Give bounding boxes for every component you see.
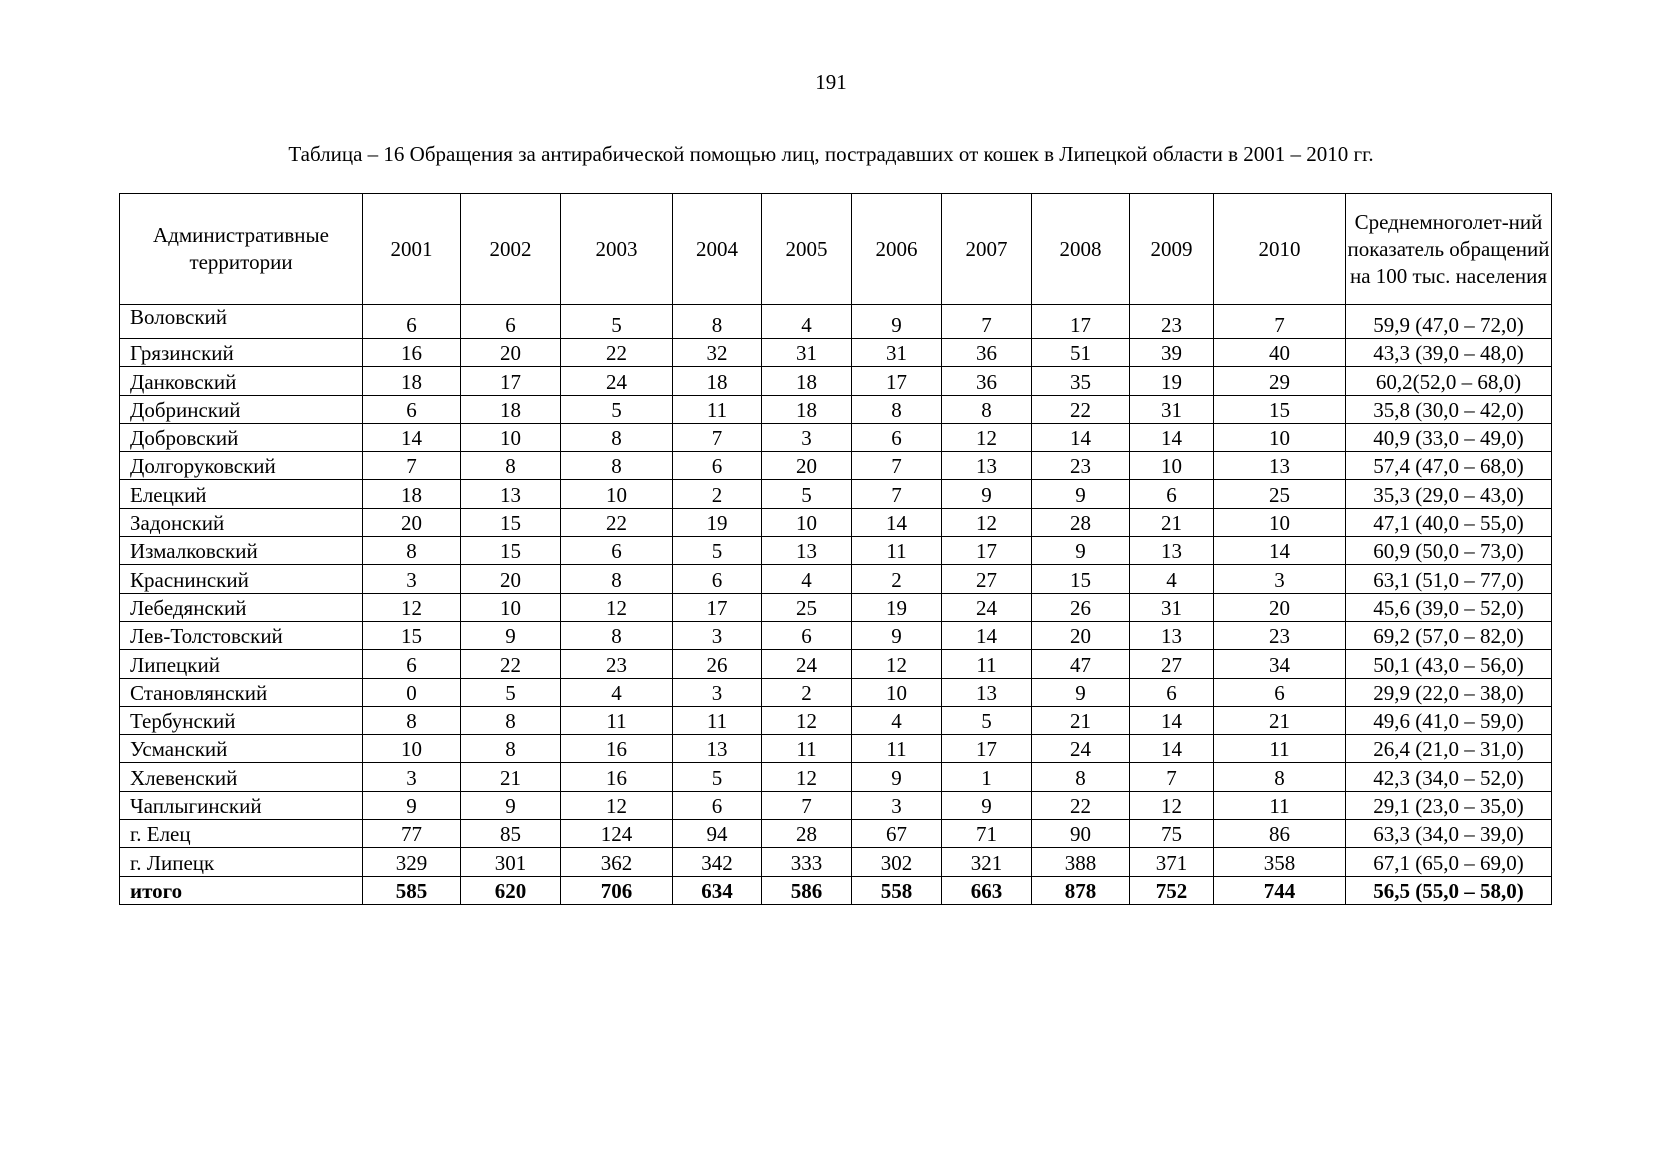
header-year: 2009 xyxy=(1130,194,1214,305)
count-cell: 5 xyxy=(561,305,673,339)
count-cell: 24 xyxy=(942,593,1032,621)
count-cell: 9 xyxy=(1032,537,1130,565)
table-row xyxy=(120,678,1552,706)
count-cell: 7 xyxy=(1214,305,1346,339)
count-cell: 124 xyxy=(561,820,673,848)
table-header-row xyxy=(120,194,1552,305)
count-cell: 15 xyxy=(461,537,561,565)
count-cell: 15 xyxy=(1214,395,1346,423)
count-cell: 358 xyxy=(1214,848,1346,876)
count-cell: 744 xyxy=(1214,876,1346,904)
territory-name: Измалковский xyxy=(120,537,363,565)
count-cell: 342 xyxy=(673,848,762,876)
count-cell: 19 xyxy=(673,508,762,536)
average-cell: 63,3 (34,0 – 39,0) xyxy=(1346,820,1552,848)
count-cell: 8 xyxy=(461,706,561,734)
count-cell: 7 xyxy=(1130,763,1214,791)
count-cell: 6 xyxy=(673,452,762,480)
count-cell: 12 xyxy=(942,508,1032,536)
count-cell: 8 xyxy=(363,706,461,734)
table-row xyxy=(120,508,1552,536)
table-row xyxy=(120,706,1552,734)
territory-name: Краснинский xyxy=(120,565,363,593)
total-row xyxy=(120,876,1552,904)
table-row xyxy=(120,820,1552,848)
count-cell: 321 xyxy=(942,848,1032,876)
count-cell: 6 xyxy=(762,621,852,649)
territory-name: Грязинский xyxy=(120,339,363,367)
count-cell: 11 xyxy=(852,735,942,763)
count-cell: 6 xyxy=(461,305,561,339)
count-cell: 3 xyxy=(1214,565,1346,593)
count-cell: 6 xyxy=(673,565,762,593)
header-year: 2008 xyxy=(1032,194,1130,305)
count-cell: 18 xyxy=(762,367,852,395)
count-cell: 14 xyxy=(363,423,461,451)
count-cell: 14 xyxy=(1032,423,1130,451)
count-cell: 10 xyxy=(1214,423,1346,451)
count-cell: 4 xyxy=(762,305,852,339)
count-cell: 6 xyxy=(673,791,762,819)
count-cell: 6 xyxy=(852,423,942,451)
count-cell: 8 xyxy=(561,565,673,593)
count-cell: 27 xyxy=(1130,650,1214,678)
count-cell: 7 xyxy=(673,423,762,451)
count-cell: 11 xyxy=(673,706,762,734)
count-cell: 634 xyxy=(673,876,762,904)
count-cell: 11 xyxy=(942,650,1032,678)
average-cell: 26,4 (21,0 – 31,0) xyxy=(1346,735,1552,763)
table-row xyxy=(120,480,1552,508)
average-cell: 60,2(52,0 – 68,0) xyxy=(1346,367,1552,395)
count-cell: 23 xyxy=(1214,621,1346,649)
count-cell: 8 xyxy=(1032,763,1130,791)
average-cell: 35,3 (29,0 – 43,0) xyxy=(1346,480,1552,508)
count-cell: 9 xyxy=(942,480,1032,508)
count-cell: 47 xyxy=(1032,650,1130,678)
count-cell: 10 xyxy=(363,735,461,763)
count-cell: 4 xyxy=(1130,565,1214,593)
count-cell: 11 xyxy=(673,395,762,423)
header-year: 2005 xyxy=(762,194,852,305)
count-cell: 22 xyxy=(561,339,673,367)
count-cell: 5 xyxy=(673,763,762,791)
count-cell: 13 xyxy=(673,735,762,763)
average-cell: 67,1 (65,0 – 69,0) xyxy=(1346,848,1552,876)
count-cell: 0 xyxy=(363,678,461,706)
table-body xyxy=(120,305,1552,905)
count-cell: 7 xyxy=(852,480,942,508)
count-cell: 362 xyxy=(561,848,673,876)
count-cell: 6 xyxy=(1130,678,1214,706)
count-cell: 7 xyxy=(852,452,942,480)
count-cell: 12 xyxy=(852,650,942,678)
count-cell: 6 xyxy=(1130,480,1214,508)
count-cell: 8 xyxy=(363,537,461,565)
count-cell: 40 xyxy=(1214,339,1346,367)
count-cell: 25 xyxy=(762,593,852,621)
territory-name: итого xyxy=(120,876,363,904)
count-cell: 13 xyxy=(942,452,1032,480)
table-row xyxy=(120,537,1552,565)
count-cell: 32 xyxy=(673,339,762,367)
count-cell: 29 xyxy=(1214,367,1346,395)
header-year: 2004 xyxy=(673,194,762,305)
table-row xyxy=(120,367,1552,395)
average-cell: 35,8 (30,0 – 42,0) xyxy=(1346,395,1552,423)
count-cell: 3 xyxy=(363,763,461,791)
territory-name: Елецкий xyxy=(120,480,363,508)
territory-name: Данковский xyxy=(120,367,363,395)
count-cell: 2 xyxy=(762,678,852,706)
count-cell: 18 xyxy=(363,367,461,395)
territory-name: Воловский xyxy=(120,305,363,339)
count-cell: 71 xyxy=(942,820,1032,848)
average-cell: 59,9 (47,0 – 72,0) xyxy=(1346,305,1552,339)
count-cell: 10 xyxy=(852,678,942,706)
territory-name: Тербунский xyxy=(120,706,363,734)
appeals-table xyxy=(119,193,1552,905)
count-cell: 14 xyxy=(852,508,942,536)
average-cell: 63,1 (51,0 – 77,0) xyxy=(1346,565,1552,593)
count-cell: 12 xyxy=(762,763,852,791)
count-cell: 12 xyxy=(1130,791,1214,819)
count-cell: 75 xyxy=(1130,820,1214,848)
count-cell: 35 xyxy=(1032,367,1130,395)
count-cell: 77 xyxy=(363,820,461,848)
count-cell: 16 xyxy=(363,339,461,367)
count-cell: 5 xyxy=(762,480,852,508)
count-cell: 9 xyxy=(1032,678,1130,706)
table-row xyxy=(120,621,1552,649)
count-cell: 51 xyxy=(1032,339,1130,367)
table-row xyxy=(120,423,1552,451)
count-cell: 17 xyxy=(942,735,1032,763)
count-cell: 22 xyxy=(1032,791,1130,819)
count-cell: 333 xyxy=(762,848,852,876)
count-cell: 6 xyxy=(561,537,673,565)
count-cell: 12 xyxy=(561,791,673,819)
header-year: 2003 xyxy=(561,194,673,305)
count-cell: 2 xyxy=(673,480,762,508)
count-cell: 31 xyxy=(1130,593,1214,621)
count-cell: 17 xyxy=(942,537,1032,565)
count-cell: 22 xyxy=(561,508,673,536)
count-cell: 752 xyxy=(1130,876,1214,904)
count-cell: 15 xyxy=(363,621,461,649)
count-cell: 302 xyxy=(852,848,942,876)
average-cell: 60,9 (50,0 – 73,0) xyxy=(1346,537,1552,565)
table-row xyxy=(120,791,1552,819)
count-cell: 12 xyxy=(561,593,673,621)
count-cell: 6 xyxy=(363,650,461,678)
header-year: 2007 xyxy=(942,194,1032,305)
average-cell: 43,3 (39,0 – 48,0) xyxy=(1346,339,1552,367)
count-cell: 371 xyxy=(1130,848,1214,876)
header-year: 2002 xyxy=(461,194,561,305)
count-cell: 31 xyxy=(1130,395,1214,423)
count-cell: 24 xyxy=(762,650,852,678)
count-cell: 21 xyxy=(1130,508,1214,536)
count-cell: 6 xyxy=(363,305,461,339)
count-cell: 13 xyxy=(762,537,852,565)
average-cell: 47,1 (40,0 – 55,0) xyxy=(1346,508,1552,536)
count-cell: 8 xyxy=(673,305,762,339)
average-cell: 29,1 (23,0 – 35,0) xyxy=(1346,791,1552,819)
table-caption: Таблица – 16 Обращения за антирабической помощью лиц, пострадавших от кошек в Липецкой области в 2001 – 2010 гг. xyxy=(288,142,1374,166)
count-cell: 4 xyxy=(762,565,852,593)
count-cell: 28 xyxy=(1032,508,1130,536)
header-average: Среднемноголет-ний показатель обращений на 100 тыс. населения xyxy=(1346,194,1552,305)
table-row xyxy=(120,593,1552,621)
count-cell: 4 xyxy=(561,678,673,706)
count-cell: 9 xyxy=(461,621,561,649)
table-row xyxy=(120,735,1552,763)
count-cell: 6 xyxy=(363,395,461,423)
count-cell: 20 xyxy=(461,565,561,593)
territory-name: Лебедянский xyxy=(120,593,363,621)
count-cell: 34 xyxy=(1214,650,1346,678)
count-cell: 86 xyxy=(1214,820,1346,848)
count-cell: 25 xyxy=(1214,480,1346,508)
count-cell: 3 xyxy=(852,791,942,819)
table-row xyxy=(120,305,1552,339)
count-cell: 22 xyxy=(461,650,561,678)
count-cell: 17 xyxy=(461,367,561,395)
count-cell: 24 xyxy=(561,367,673,395)
count-cell: 26 xyxy=(1032,593,1130,621)
territory-name: Долгоруковский xyxy=(120,452,363,480)
table-row xyxy=(120,395,1552,423)
count-cell: 17 xyxy=(1032,305,1130,339)
count-cell: 36 xyxy=(942,339,1032,367)
count-cell: 388 xyxy=(1032,848,1130,876)
header-year: 2010 xyxy=(1214,194,1346,305)
count-cell: 28 xyxy=(762,820,852,848)
count-cell: 23 xyxy=(1032,452,1130,480)
count-cell: 13 xyxy=(942,678,1032,706)
average-cell: 50,1 (43,0 – 56,0) xyxy=(1346,650,1552,678)
count-cell: 10 xyxy=(1130,452,1214,480)
count-cell: 9 xyxy=(1032,480,1130,508)
header-year: 2006 xyxy=(852,194,942,305)
territory-name: г. Липецк xyxy=(120,848,363,876)
count-cell: 585 xyxy=(363,876,461,904)
count-cell: 20 xyxy=(363,508,461,536)
count-cell: 8 xyxy=(561,621,673,649)
count-cell: 8 xyxy=(942,395,1032,423)
count-cell: 8 xyxy=(561,423,673,451)
count-cell: 21 xyxy=(1214,706,1346,734)
count-cell: 11 xyxy=(762,735,852,763)
count-cell: 17 xyxy=(673,593,762,621)
average-cell: 57,4 (47,0 – 68,0) xyxy=(1346,452,1552,480)
count-cell: 23 xyxy=(561,650,673,678)
count-cell: 16 xyxy=(561,763,673,791)
count-cell: 18 xyxy=(461,395,561,423)
table-row xyxy=(120,650,1552,678)
average-cell: 29,9 (22,0 – 38,0) xyxy=(1346,678,1552,706)
count-cell: 19 xyxy=(852,593,942,621)
count-cell: 20 xyxy=(762,452,852,480)
count-cell: 3 xyxy=(673,678,762,706)
count-cell: 85 xyxy=(461,820,561,848)
count-cell: 878 xyxy=(1032,876,1130,904)
count-cell: 9 xyxy=(461,791,561,819)
count-cell: 7 xyxy=(942,305,1032,339)
count-cell: 5 xyxy=(942,706,1032,734)
count-cell: 3 xyxy=(363,565,461,593)
territory-name: Задонский xyxy=(120,508,363,536)
count-cell: 586 xyxy=(762,876,852,904)
territory-name: Становлянский xyxy=(120,678,363,706)
count-cell: 663 xyxy=(942,876,1032,904)
count-cell: 8 xyxy=(852,395,942,423)
territory-name: Лев-Толстовский xyxy=(120,621,363,649)
count-cell: 6 xyxy=(1214,678,1346,706)
count-cell: 10 xyxy=(1214,508,1346,536)
average-cell: 49,6 (41,0 – 59,0) xyxy=(1346,706,1552,734)
territory-name: Добринский xyxy=(120,395,363,423)
count-cell: 18 xyxy=(363,480,461,508)
count-cell: 329 xyxy=(363,848,461,876)
count-cell: 9 xyxy=(363,791,461,819)
count-cell: 10 xyxy=(762,508,852,536)
count-cell: 14 xyxy=(1130,735,1214,763)
count-cell: 23 xyxy=(1130,305,1214,339)
territory-name: Усманский xyxy=(120,735,363,763)
count-cell: 17 xyxy=(852,367,942,395)
count-cell: 706 xyxy=(561,876,673,904)
table-row xyxy=(120,339,1552,367)
count-cell: 27 xyxy=(942,565,1032,593)
count-cell: 3 xyxy=(673,621,762,649)
average-cell: 56,5 (55,0 – 58,0) xyxy=(1346,876,1552,904)
count-cell: 9 xyxy=(852,621,942,649)
count-cell: 5 xyxy=(561,395,673,423)
table-row xyxy=(120,452,1552,480)
count-cell: 14 xyxy=(1130,423,1214,451)
header-territory: Административные территории xyxy=(120,194,363,305)
count-cell: 558 xyxy=(852,876,942,904)
count-cell: 22 xyxy=(1032,395,1130,423)
average-cell: 45,6 (39,0 – 52,0) xyxy=(1346,593,1552,621)
count-cell: 7 xyxy=(762,791,852,819)
count-cell: 11 xyxy=(561,706,673,734)
count-cell: 13 xyxy=(1214,452,1346,480)
count-cell: 10 xyxy=(461,593,561,621)
count-cell: 20 xyxy=(1032,621,1130,649)
count-cell: 9 xyxy=(942,791,1032,819)
count-cell: 39 xyxy=(1130,339,1214,367)
count-cell: 20 xyxy=(1214,593,1346,621)
count-cell: 9 xyxy=(852,305,942,339)
count-cell: 94 xyxy=(673,820,762,848)
count-cell: 31 xyxy=(762,339,852,367)
count-cell: 9 xyxy=(852,763,942,791)
table-row xyxy=(120,848,1552,876)
count-cell: 14 xyxy=(1214,537,1346,565)
average-cell: 42,3 (34,0 – 52,0) xyxy=(1346,763,1552,791)
count-cell: 10 xyxy=(461,423,561,451)
count-cell: 1 xyxy=(942,763,1032,791)
territory-name: Хлевенский xyxy=(120,763,363,791)
count-cell: 8 xyxy=(461,452,561,480)
count-cell: 15 xyxy=(461,508,561,536)
count-cell: 11 xyxy=(1214,735,1346,763)
count-cell: 3 xyxy=(762,423,852,451)
table-row xyxy=(120,565,1552,593)
count-cell: 20 xyxy=(461,339,561,367)
count-cell: 4 xyxy=(852,706,942,734)
count-cell: 8 xyxy=(1214,763,1346,791)
count-cell: 2 xyxy=(852,565,942,593)
territory-name: г. Елец xyxy=(120,820,363,848)
count-cell: 5 xyxy=(461,678,561,706)
page-number: 191 xyxy=(815,70,847,94)
count-cell: 31 xyxy=(852,339,942,367)
count-cell: 16 xyxy=(561,735,673,763)
count-cell: 21 xyxy=(461,763,561,791)
count-cell: 12 xyxy=(363,593,461,621)
count-cell: 15 xyxy=(1032,565,1130,593)
count-cell: 18 xyxy=(762,395,852,423)
count-cell: 13 xyxy=(1130,537,1214,565)
count-cell: 11 xyxy=(852,537,942,565)
count-cell: 14 xyxy=(1130,706,1214,734)
count-cell: 24 xyxy=(1032,735,1130,763)
territory-name: Липецкий xyxy=(120,650,363,678)
header-year: 2001 xyxy=(363,194,461,305)
count-cell: 13 xyxy=(1130,621,1214,649)
count-cell: 14 xyxy=(942,621,1032,649)
count-cell: 36 xyxy=(942,367,1032,395)
count-cell: 26 xyxy=(673,650,762,678)
count-cell: 21 xyxy=(1032,706,1130,734)
count-cell: 10 xyxy=(561,480,673,508)
count-cell: 11 xyxy=(1214,791,1346,819)
count-cell: 19 xyxy=(1130,367,1214,395)
count-cell: 8 xyxy=(461,735,561,763)
table-row xyxy=(120,763,1552,791)
count-cell: 67 xyxy=(852,820,942,848)
count-cell: 301 xyxy=(461,848,561,876)
territory-name: Добровский xyxy=(120,423,363,451)
territory-name: Чаплыгинский xyxy=(120,791,363,819)
count-cell: 5 xyxy=(673,537,762,565)
average-cell: 69,2 (57,0 – 82,0) xyxy=(1346,621,1552,649)
count-cell: 620 xyxy=(461,876,561,904)
count-cell: 18 xyxy=(673,367,762,395)
count-cell: 90 xyxy=(1032,820,1130,848)
count-cell: 8 xyxy=(561,452,673,480)
count-cell: 12 xyxy=(762,706,852,734)
average-cell: 40,9 (33,0 – 49,0) xyxy=(1346,423,1552,451)
count-cell: 13 xyxy=(461,480,561,508)
count-cell: 7 xyxy=(363,452,461,480)
count-cell: 12 xyxy=(942,423,1032,451)
